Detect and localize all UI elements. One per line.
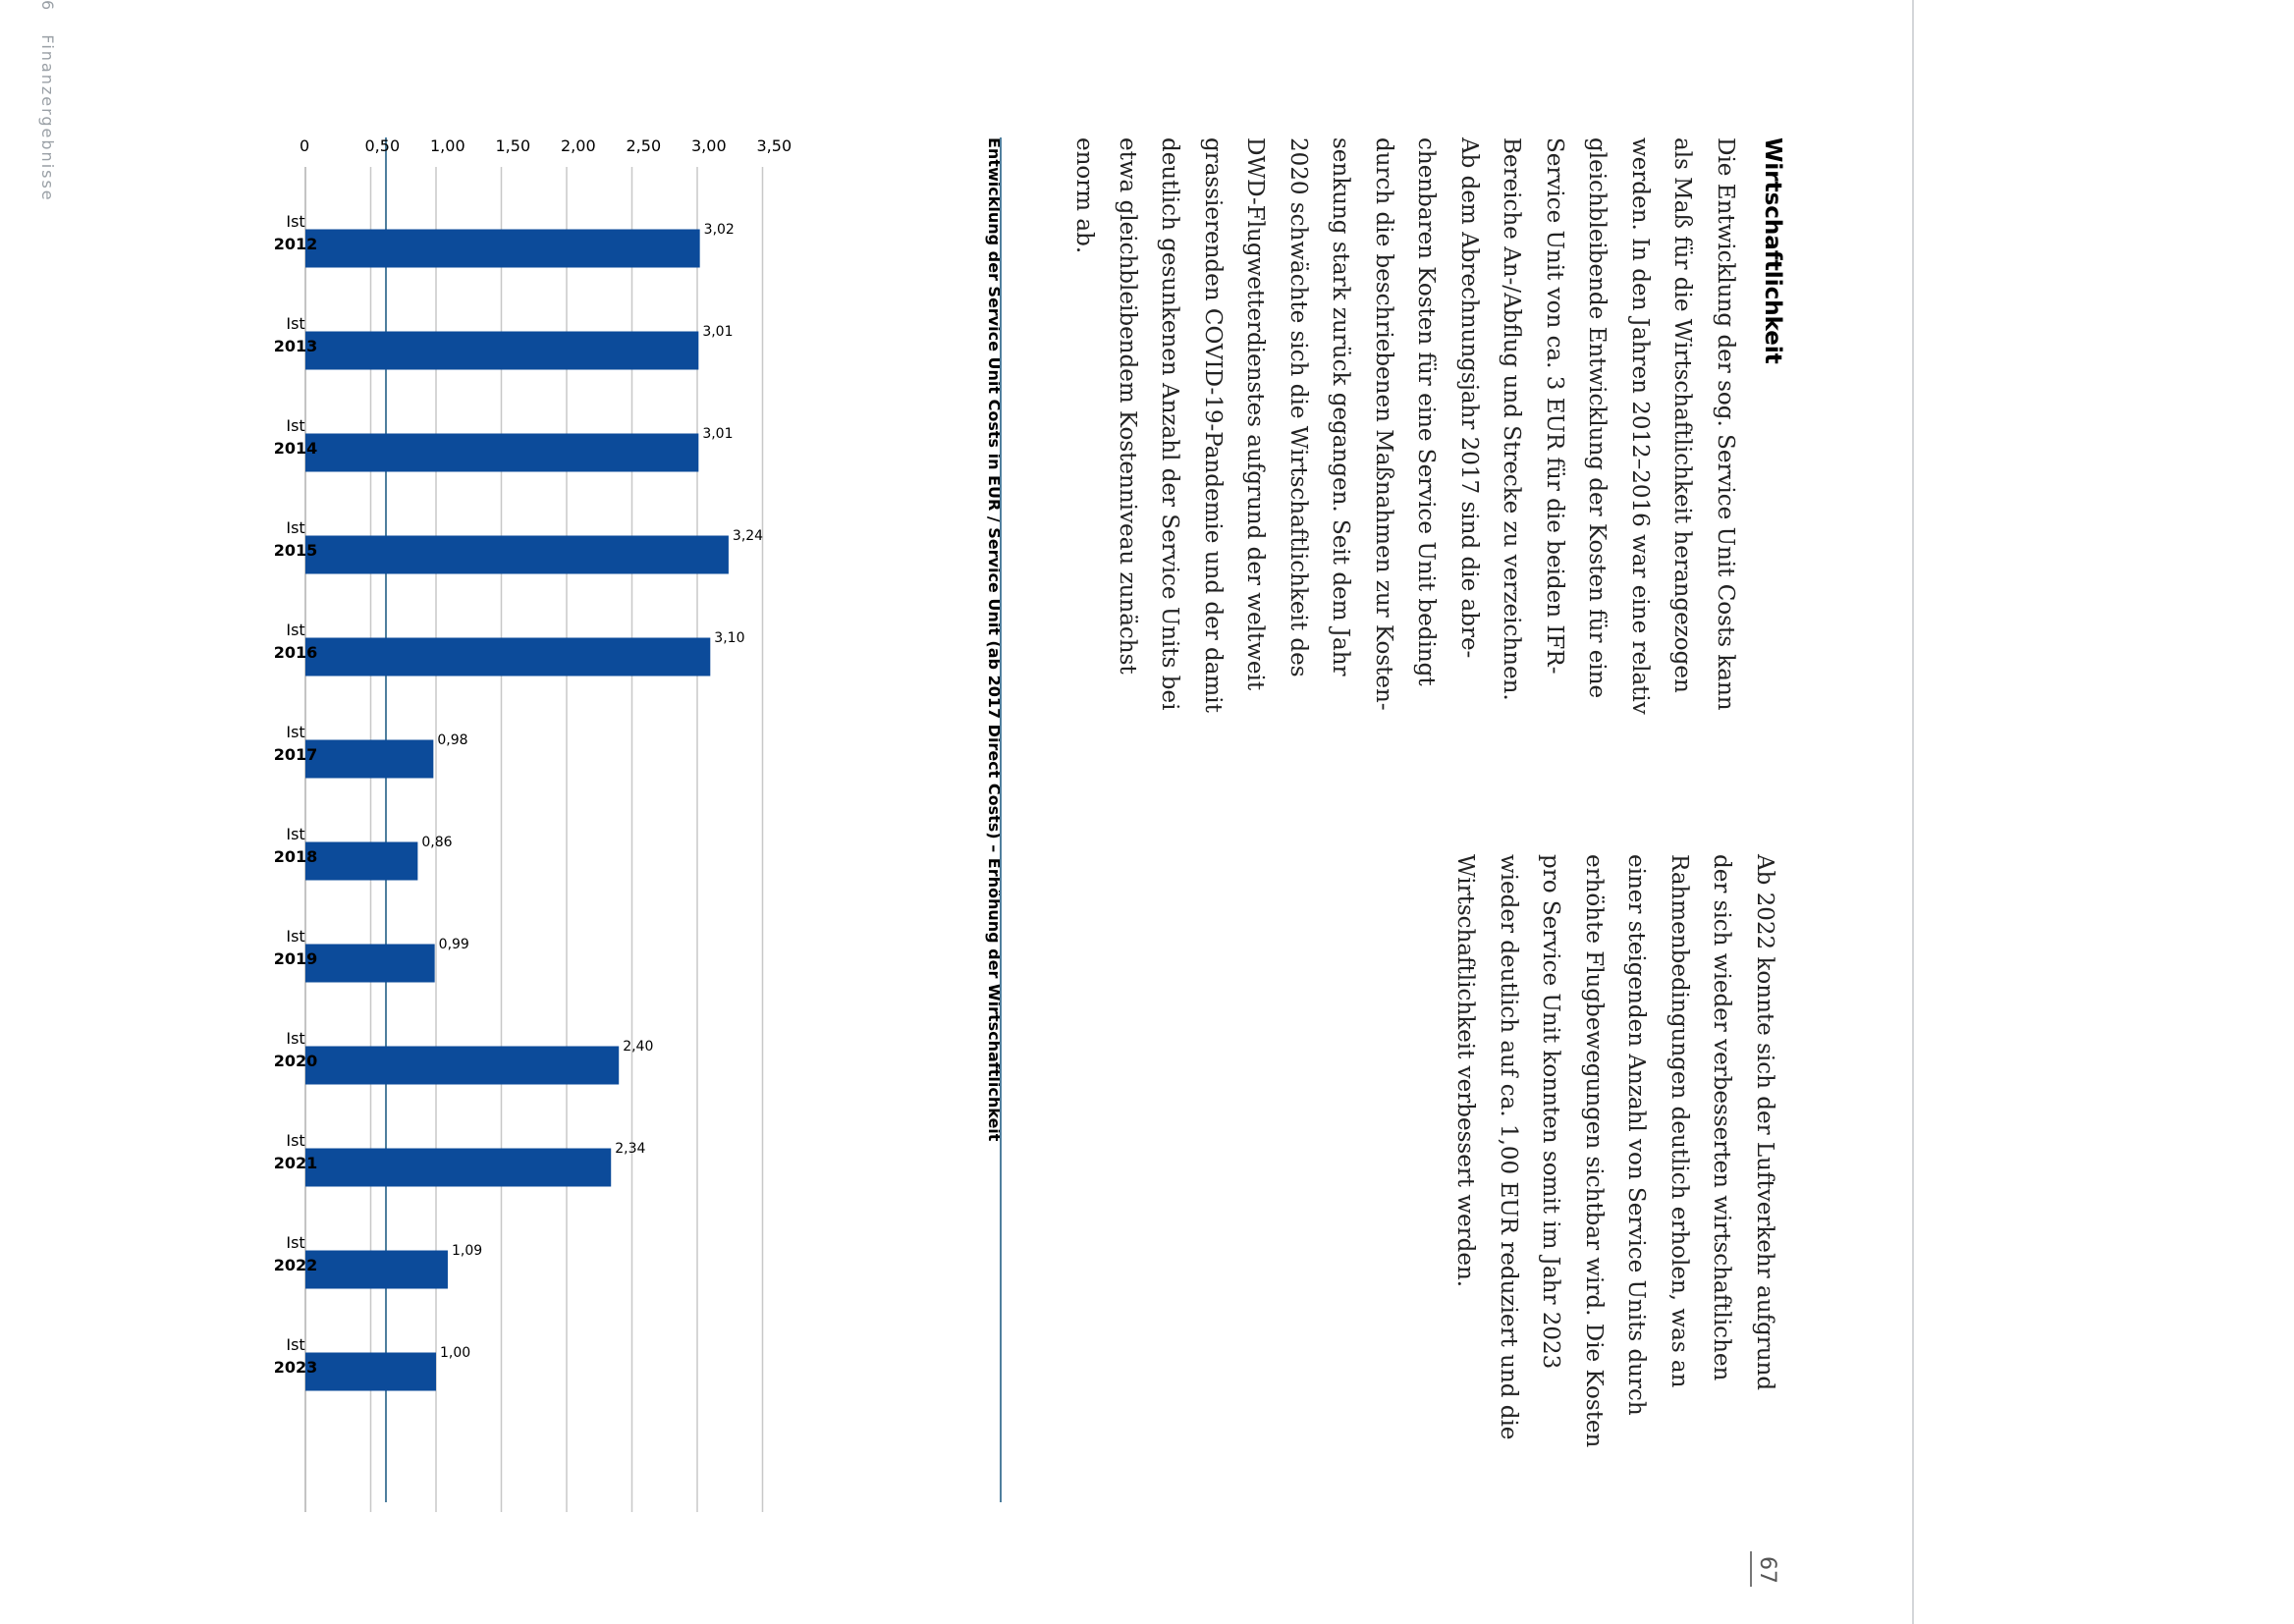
y-tick-label: 1,00 bbox=[430, 136, 465, 155]
text-column-right bbox=[1444, 854, 1785, 1483]
data-label: 1,00 bbox=[440, 1345, 471, 1361]
bar bbox=[305, 434, 698, 472]
category-label-prefix: Ist bbox=[286, 825, 305, 843]
text-line: Die Entwicklung der sog. Service Unit Costs kann bbox=[1713, 137, 1738, 711]
text-line: Ab 2022 konnte sich der Luftverkehr aufgrund bbox=[1752, 854, 1777, 1391]
bar bbox=[305, 536, 729, 574]
bar bbox=[305, 1149, 611, 1187]
text-line: gleichbleibende Entwicklung der Kosten für eine bbox=[1584, 137, 1611, 699]
category-label-prefix: Ist bbox=[286, 927, 305, 946]
data-label: 3,02 bbox=[703, 222, 735, 238]
category-label-year: 2023 bbox=[273, 1358, 318, 1377]
bar bbox=[305, 230, 700, 268]
page-footer bbox=[37, 0, 57, 393]
category-label-year: 2017 bbox=[273, 745, 318, 764]
bar bbox=[305, 945, 435, 983]
bar-chart bbox=[273, 0, 1004, 1624]
text-line: wieder deutlich auf ca. 1,00 EUR reduziert und die bbox=[1496, 854, 1521, 1440]
text-line: werden. In den Jahren 2012–2016 war eine relativ bbox=[1627, 137, 1653, 715]
data-label: 3,24 bbox=[732, 528, 764, 544]
text-line: Rahmenbedingungen deutlich erholen, was an bbox=[1666, 854, 1692, 1388]
y-tick-label: 2,50 bbox=[626, 136, 662, 155]
data-label: 0,86 bbox=[421, 835, 453, 850]
bar bbox=[305, 740, 433, 779]
section-heading: Wirtschaftlichkeit bbox=[1760, 137, 1785, 364]
data-label: 2,40 bbox=[623, 1039, 654, 1055]
category-label-prefix: Ist bbox=[286, 1335, 305, 1354]
text-line: pro Service Unit konnten somit im Jahr 2023 bbox=[1538, 854, 1564, 1370]
y-tick-label: 1,50 bbox=[495, 136, 531, 155]
y-tick-label: 0,50 bbox=[364, 136, 401, 155]
category-label-year: 2013 bbox=[273, 337, 318, 355]
footer-page-number: 6 bbox=[38, 0, 57, 13]
category-label-prefix: Ist bbox=[286, 212, 305, 231]
bar bbox=[305, 1353, 436, 1391]
text-line: DWD-Flugwetterdienstes aufgrund der weltweit bbox=[1242, 137, 1269, 691]
page-divider-line bbox=[1912, 0, 1914, 1624]
category-label-year: 2020 bbox=[273, 1052, 318, 1070]
category-label-year: 2014 bbox=[273, 439, 318, 458]
category-label-prefix: Ist bbox=[286, 1131, 305, 1150]
chart-block bbox=[273, 0, 1004, 1624]
category-label-year: 2021 bbox=[273, 1154, 318, 1172]
data-label: 0,99 bbox=[438, 937, 469, 952]
category-label-year: 2018 bbox=[273, 847, 318, 866]
category-label-year: 2012 bbox=[273, 235, 318, 253]
data-label: 2,34 bbox=[615, 1141, 646, 1157]
text-section bbox=[1071, 0, 1785, 1624]
text-line: Wirtschaftlichkeit verbessert werden. bbox=[1452, 854, 1479, 1288]
data-label: 1,09 bbox=[451, 1243, 483, 1259]
category-label-prefix: Ist bbox=[286, 1233, 305, 1252]
y-tick-label: 2,00 bbox=[561, 136, 596, 155]
category-label-year: 2019 bbox=[273, 949, 318, 968]
text-line: der sich wieder verbesserten wirtschaftlichen bbox=[1709, 854, 1735, 1381]
category-label-prefix: Ist bbox=[286, 518, 305, 537]
y-tick-label: 3,50 bbox=[756, 136, 792, 155]
bar bbox=[305, 638, 710, 677]
category-label-prefix: Ist bbox=[286, 416, 305, 435]
category-label-prefix: Ist bbox=[286, 621, 305, 639]
footer-section-label: Finanzergebnisse bbox=[38, 34, 57, 202]
text-line: durch die beschriebenen Maßnahmen zur Kosten- bbox=[1371, 137, 1396, 711]
text-line: Ab dem Abrechnungsjahr 2017 sind die abre- bbox=[1456, 137, 1482, 659]
category-label-prefix: Ist bbox=[286, 723, 305, 741]
text-line: Bereiche An-/Abflug und Strecke zu verzeichnen. bbox=[1499, 137, 1525, 701]
y-tick-label: 3,00 bbox=[691, 136, 727, 155]
bar bbox=[305, 332, 698, 370]
text-line: deutlich gesunkenen Anzahl der Service Units bei bbox=[1157, 137, 1183, 711]
data-label: 3,01 bbox=[702, 426, 734, 442]
bar bbox=[305, 1047, 619, 1085]
bar bbox=[305, 842, 417, 881]
category-label-prefix: Ist bbox=[286, 1029, 305, 1048]
text-line: enorm ab. bbox=[1071, 137, 1098, 254]
category-label-year: 2022 bbox=[273, 1256, 318, 1274]
text-line: grassierenden COVID-19-Pandemie und der damit bbox=[1200, 137, 1226, 713]
text-line: als Maß für die Wirtschaftlichkeit herangezogen bbox=[1669, 137, 1696, 693]
text-line: 2020 schwächte sich die Wirtschaftlichkeit des bbox=[1285, 137, 1311, 677]
data-label: 3,01 bbox=[702, 324, 734, 340]
page-number: 67 bbox=[1755, 1556, 1779, 1584]
text-line: senkung stark zurück gegangen. Seit dem Jahr bbox=[1328, 137, 1354, 677]
text-line: etwa gleichbleibendem Kostenniveau zunächst bbox=[1115, 137, 1140, 675]
data-label: 3,10 bbox=[714, 630, 745, 646]
category-label-prefix: Ist bbox=[286, 314, 305, 333]
data-label: 0,98 bbox=[437, 732, 468, 748]
text-line: erhöhte Flugbewegungen sichtbar wird. Die Kosten bbox=[1581, 854, 1607, 1448]
category-label-year: 2015 bbox=[273, 541, 318, 560]
category-label-year: 2016 bbox=[273, 643, 318, 662]
text-column-left bbox=[1063, 137, 1746, 795]
bar bbox=[305, 1251, 448, 1289]
y-tick-label: 0 bbox=[300, 136, 310, 155]
text-line: Service Unit von ca. 3 EUR für die beiden IFR- bbox=[1542, 137, 1567, 675]
chart-title: Entwicklung der Service Unit Costs in EUR / Service Unit (ab 2017 Direct Costs) – Erhöhung der Wirtschaftlichkeit bbox=[985, 137, 1004, 1142]
text-line: einer steigenden Anzahl von Service Units durch bbox=[1623, 854, 1650, 1416]
text-line: chenbaren Kosten für eine Service Unit bedingt bbox=[1413, 137, 1440, 686]
